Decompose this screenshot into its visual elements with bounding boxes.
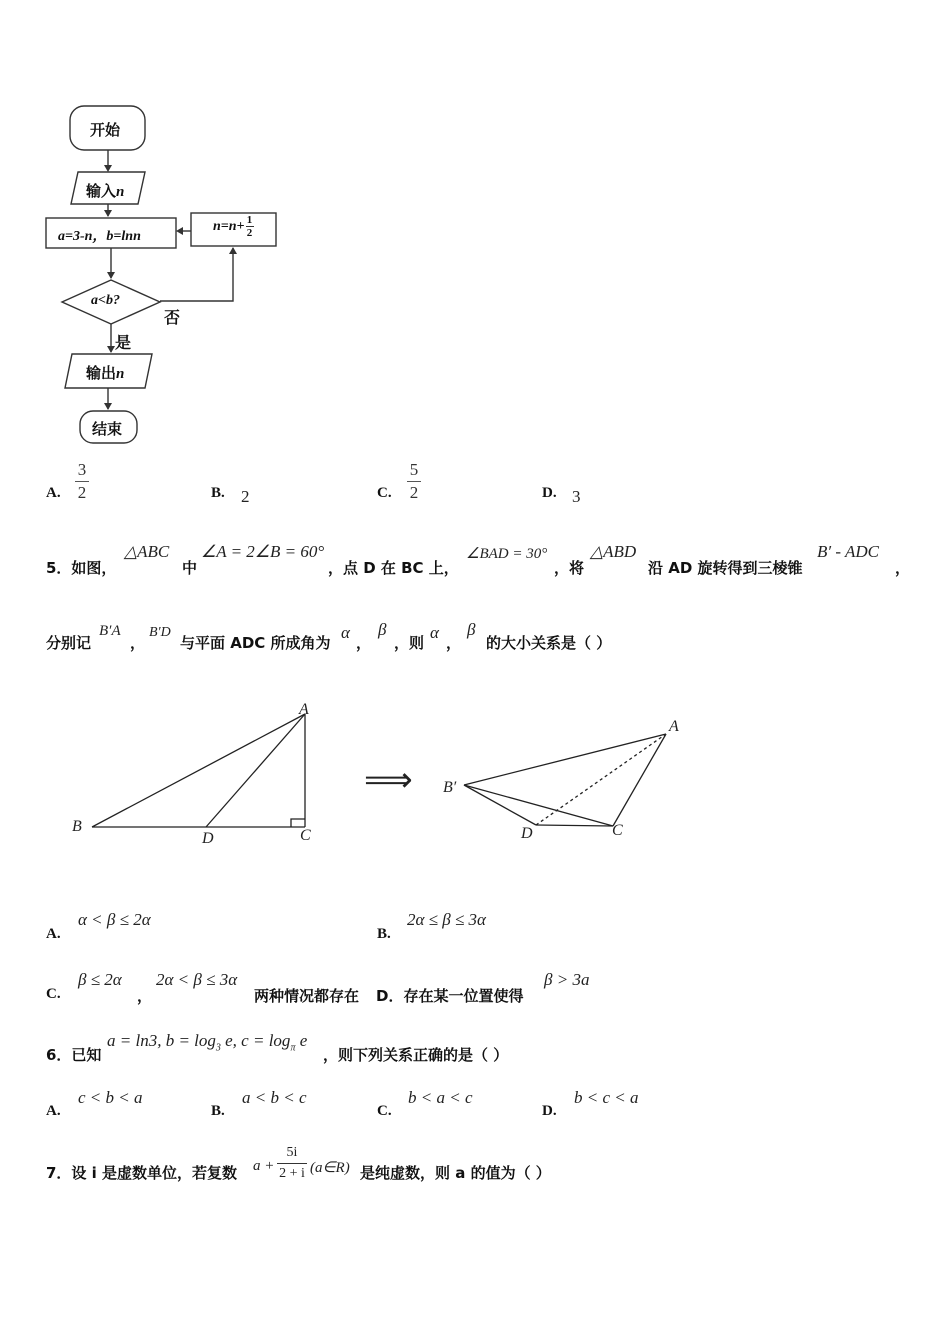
q4-option-a-label: A. xyxy=(46,485,61,501)
flowchart-input-var: n xyxy=(116,184,125,200)
left-label-c: C xyxy=(300,827,311,844)
flowchart-svg xyxy=(0,0,300,460)
q5-line2-bd: B′D xyxy=(149,625,171,640)
q6-suffix: ，则下列关系正确的是（ ） xyxy=(323,1046,509,1064)
q5-option-a-expr: α < β ≤ 2α xyxy=(78,910,151,929)
q4-option-a-num: 3 xyxy=(77,460,87,479)
flowchart-input-text xyxy=(86,180,124,201)
flowchart-output-label: 输出 xyxy=(86,364,117,382)
left-right-angle-mark xyxy=(291,819,305,827)
q7-condition: (a∈R) xyxy=(310,1160,350,1176)
q5-line2-beta: β xyxy=(378,620,387,639)
flowchart-decision-label: a<b? xyxy=(91,293,120,308)
flowchart-yes-label: 是 xyxy=(115,333,132,352)
q7-fraction xyxy=(277,1145,307,1182)
q6-expr-c: e xyxy=(295,1031,308,1050)
q6-option-d-expr: b < c < a xyxy=(574,1088,639,1107)
q6-c-base: π xyxy=(290,1042,296,1054)
q6-option-a-label: A. xyxy=(46,1103,61,1119)
right-line-dc xyxy=(536,825,613,826)
q5-option-d-label: D．存在某一位置使得 xyxy=(376,987,524,1005)
q4-option-b-value: 2 xyxy=(241,487,250,506)
q6-option-b-label: B. xyxy=(211,1103,225,1119)
q5-option-c-expr1: β ≤ 2α xyxy=(78,970,122,989)
flowchart-output-text xyxy=(86,362,124,383)
q6-option-c-label: C. xyxy=(377,1103,392,1119)
q7-a-plus: a + xyxy=(253,1158,275,1174)
q5-line2-suffix: 的大小关系是（ ） xyxy=(486,634,612,652)
right-line-ca xyxy=(613,734,666,826)
right-line-ba xyxy=(464,734,666,785)
flowchart-no-label: 否 xyxy=(164,308,181,327)
q5-option-c-label: C. xyxy=(46,986,61,1002)
q4-option-c-fraction xyxy=(407,461,421,502)
right-label-d: D xyxy=(521,825,533,842)
q7-den: 2 + i xyxy=(279,1166,305,1181)
q5-line1-angle-condition: ∠A = 2∠B = 60° xyxy=(201,542,325,561)
left-label-b: B xyxy=(72,818,82,835)
q7-num: 5i xyxy=(286,1145,298,1160)
q6-expr-b: e, c = log xyxy=(220,1031,291,1050)
flowchart-update-label: n=n+ xyxy=(213,218,245,234)
q4-option-a-den: 2 xyxy=(77,483,87,502)
q6-prefix: 6．已知 xyxy=(46,1046,102,1064)
q5-option-c-expr2: 2α < β ≤ 3α xyxy=(156,970,238,989)
q5-line2-prefix: 分别记 xyxy=(46,634,92,652)
q4-option-a-bar xyxy=(75,481,89,482)
q5-option-b-label: B. xyxy=(377,926,391,942)
q4-option-c-bar xyxy=(407,481,421,482)
q4-option-b-label: B. xyxy=(211,485,225,501)
q5-option-c-sep: ， xyxy=(137,987,153,1005)
right-label-c: C xyxy=(612,822,623,839)
flowchart-process-label: a=3-n，b=lnn xyxy=(58,229,141,244)
q5-line1-rotate: 沿 AD 旋转得到三棱锥 xyxy=(648,559,803,577)
q5-option-a-label: A. xyxy=(46,926,61,942)
q6-expr-a: a = ln3, b = log xyxy=(107,1031,216,1050)
q4-option-c-label: C. xyxy=(377,485,392,501)
transform-arrow-icon: ⟹ xyxy=(364,762,413,799)
q7-prefix: 7．设 i 是虚数单位，若复数 xyxy=(46,1164,238,1182)
left-label-d: D xyxy=(202,830,214,847)
right-label-b-prime: B′ xyxy=(443,779,457,796)
q5-line2-sep1: ， xyxy=(130,634,146,652)
q5-line2-ze: ，则 xyxy=(394,634,425,652)
left-label-a: A xyxy=(299,701,309,718)
flowchart-output-var: n xyxy=(116,366,125,382)
flowchart-start-label: 开始 xyxy=(90,121,121,139)
q5-line1-comma: ， xyxy=(895,559,911,577)
left-line-ba xyxy=(92,714,305,827)
q5-line1-mid: ，点 D 在 BC 上， xyxy=(328,559,459,577)
q5-line2-alpha2: α xyxy=(430,623,439,642)
q7-fraction-bar xyxy=(277,1163,307,1164)
q5-option-d-expr: β > 3a xyxy=(544,970,590,989)
q5-line2-ba: B′A xyxy=(99,623,121,639)
flowchart-update-text xyxy=(213,214,254,239)
right-line-da-dashed xyxy=(536,734,666,825)
q6-option-b-expr: a < b < c xyxy=(242,1088,307,1107)
q7-suffix: 是纯虚数，则 a 的值为（ ） xyxy=(360,1164,551,1182)
q5-line1-triangle-abc: △ABC xyxy=(124,542,170,561)
left-line-ad xyxy=(206,714,305,827)
q5-line2-beta2: β xyxy=(467,620,476,639)
q5-line1-angle-bad: ∠BAD = 30° xyxy=(466,546,548,562)
q6-option-d-label: D. xyxy=(542,1103,557,1119)
q5-option-c-tail: 两种情况都存在 xyxy=(254,987,360,1005)
q4-option-c-den: 2 xyxy=(409,483,419,502)
q5-line1-zhong: 中 xyxy=(182,559,198,577)
q5-option-b-expr: 2α ≤ β ≤ 3α xyxy=(407,910,486,929)
q6-option-c-expr: b < a < c xyxy=(408,1088,473,1107)
q6-option-a-expr: c < b < a xyxy=(78,1088,143,1107)
q5-line1-triangle-abd: △ABD xyxy=(590,542,637,561)
q5-line2-alpha: α xyxy=(341,623,350,642)
q4-option-d-value: 3 xyxy=(572,487,581,506)
q5-line1-prefix: 5．如图， xyxy=(46,559,117,577)
right-label-a: A xyxy=(669,718,679,735)
q6-expression xyxy=(107,1031,307,1053)
flowchart-end-label: 结束 xyxy=(92,420,123,438)
q5-line1-pyramid: B′ - ADC xyxy=(817,542,879,561)
q4-option-d-label: D. xyxy=(542,485,557,501)
q5-line1-jiang: ，将 xyxy=(554,559,585,577)
right-line-bc xyxy=(464,785,613,826)
flowchart-update-den: 2 xyxy=(246,227,253,239)
flowchart-update-fraction xyxy=(246,214,254,239)
q5-line2-sep3: ， xyxy=(446,634,462,652)
flowchart-update-num: 1 xyxy=(246,214,253,226)
q4-option-c-num: 5 xyxy=(409,460,419,479)
q6-b-base: 3 xyxy=(215,1042,221,1054)
q5-line2-middle: 与平面 ADC 所成角为 xyxy=(180,634,331,652)
flowchart-input-label: 输入 xyxy=(86,182,117,200)
q4-option-a-fraction xyxy=(75,461,89,502)
right-line-bd xyxy=(464,785,536,825)
q5-line2-sep2: ， xyxy=(356,634,372,652)
